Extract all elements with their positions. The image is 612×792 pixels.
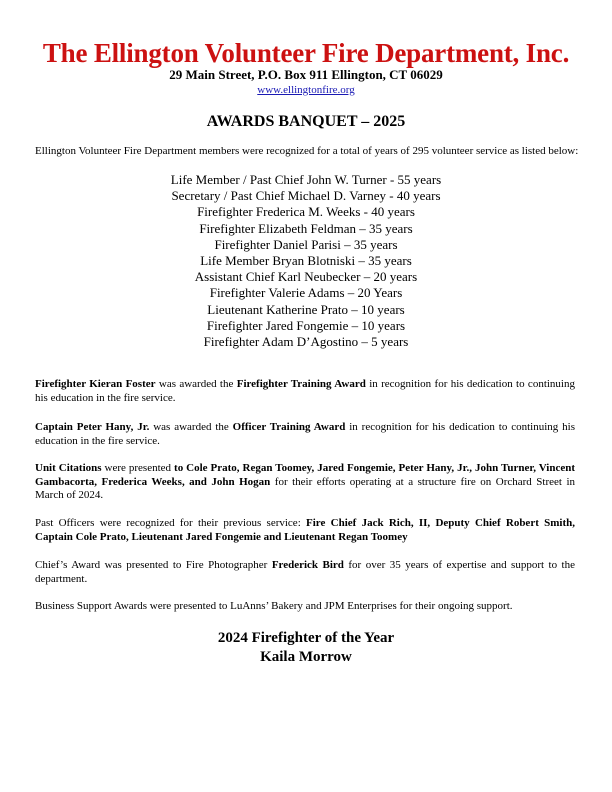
text-segment: Past Officers were recognized for their previous service:: [35, 517, 307, 529]
award-name: Officer Training Award: [232, 421, 346, 433]
list-item: Firefighter Jared Fongemie – 10 years: [206, 317, 406, 333]
text-segment: was awarded the: [155, 378, 237, 390]
website-link[interactable]: www.ellingtonfire.org: [257, 84, 355, 96]
training-award-paragraph: [35, 378, 575, 405]
website-link-line: [0, 83, 612, 97]
recipient-name: Firefighter Kieran Foster: [35, 378, 156, 390]
award-name: Unit Citations: [35, 462, 102, 474]
recipient-names: Fire Chief Jack Rich, II, Deputy Chief Robert Smith, Captain Cole Prato, Lieutenant Jared Fongemie and Lieutenant Regan Toomey: [35, 517, 575, 543]
officer-award-paragraph: [35, 421, 575, 448]
list-item: Lieutenant Katherine Prato – 10 years: [207, 301, 405, 317]
list-item: Firefighter Valerie Adams – 20 Years: [209, 285, 403, 301]
text-segment: Business Support Awards were presented to LuAnns’ Bakery and JPM Enterprises for their ongoing support.: [35, 600, 513, 612]
chiefs-award-paragraph: [35, 559, 575, 586]
award-name: Firefighter Training Award: [236, 378, 366, 390]
recipient-names: to Cole Prato, Regan Toomey, Jared Fongemie, Peter Hany, Jr., John Turner, Vincent Gambacorta, Frederica Weeks, and John Hogan: [35, 462, 575, 488]
list-item: Firefighter Elizabeth Feldman – 35 years: [199, 220, 413, 236]
past-officers-paragraph: [35, 517, 575, 544]
intro-paragraph: Ellington Volunteer Fire Department members were recognized for a total of years of 295 volunteer service as listed below:: [35, 145, 579, 157]
list-item: Firefighter Adam D’Agostino – 5 years: [203, 334, 409, 350]
recipient-name: Captain Peter Hany, Jr.: [35, 421, 150, 433]
firefighter-of-year-name: Kaila Morrow: [260, 649, 352, 665]
list-item: Secretary / Past Chief Michael D. Varney - 40 years: [171, 188, 441, 204]
organization-title: The Ellington Volunteer Fire Department, Inc.: [42, 38, 570, 68]
list-item: Assistant Chief Karl Neubecker – 20 years: [194, 269, 418, 285]
unit-citations-paragraph: [35, 462, 575, 503]
text-segment: for over 35 years of expertise and support to the department.: [35, 559, 575, 585]
service-honors-list: [0, 172, 612, 350]
business-support-paragraph: [35, 600, 575, 614]
address-line: 29 Main Street, P.O. Box 911 Ellington, CT 06029: [169, 67, 443, 82]
firefighter-of-year-title: 2024 Firefighter of the Year: [217, 630, 395, 646]
banquet-title: AWARDS BANQUET – 2025: [206, 113, 406, 130]
list-item: Life Member / Past Chief John W. Turner - 55 years: [170, 172, 442, 187]
text-segment: in recognition for his dedication to continuing his education in the fire service.: [35, 421, 575, 447]
list-item: Life Member Bryan Blotniski – 35 years: [200, 253, 412, 269]
text-segment: for their efforts operating at a structure fire on Orchard Street in March of 2024.: [35, 475, 575, 501]
recipient-name: Frederick Bird: [271, 559, 344, 571]
list-item: Firefighter Daniel Parisi – 35 years: [214, 236, 398, 252]
text-segment: Chief’s Award was presented to Fire Photographer: [35, 559, 272, 571]
text-segment: in recognition for his dedication to continuing his education in the fire service.: [35, 378, 575, 404]
list-item: Firefighter Frederica M. Weeks - 40 years: [197, 204, 415, 220]
text-segment: was awarded the: [149, 421, 233, 433]
text-segment: were presented: [101, 462, 175, 474]
